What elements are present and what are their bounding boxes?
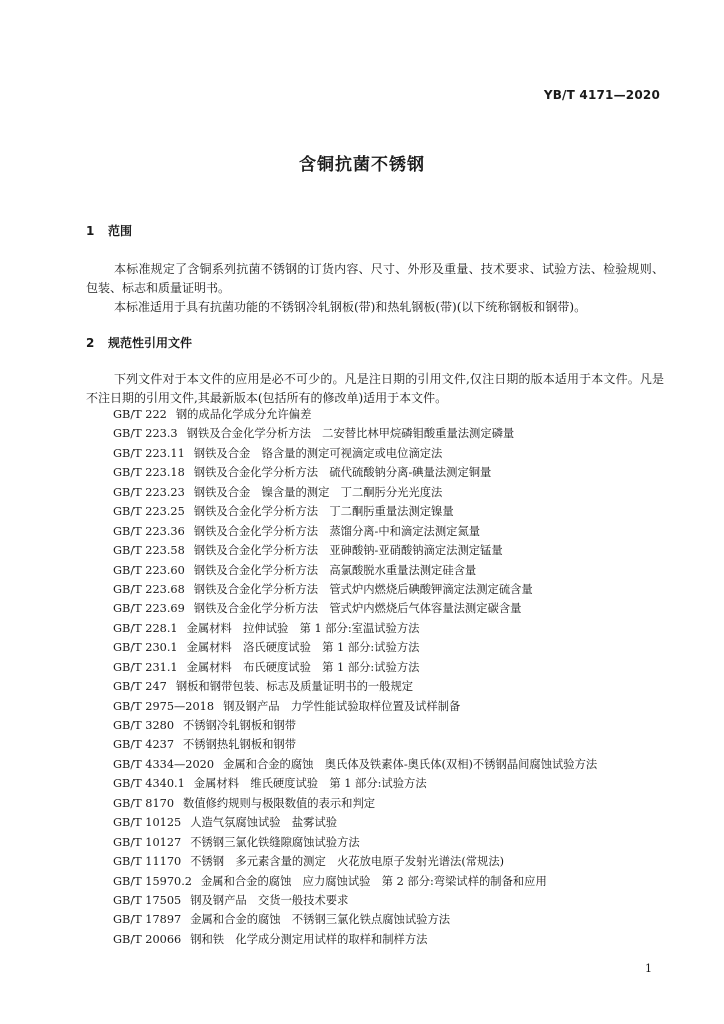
- reference-item: [113, 735, 673, 754]
- reference-code: GB/T 223.69: [113, 602, 185, 616]
- reference-item: [113, 755, 673, 774]
- reference-item: [113, 483, 673, 502]
- reference-item: [113, 522, 673, 541]
- reference-item: [113, 833, 673, 852]
- reference-title: 金属材料 拉伸试验 第 1 部分:室温试验方法: [186, 621, 420, 635]
- reference-item: [113, 502, 673, 521]
- reference-code: GB/T 223.18: [113, 466, 185, 480]
- reference-item: [113, 794, 673, 813]
- reference-title: 钢铁及合金化学分析方法 管式炉内燃烧后气体容量法测定碳含量: [193, 602, 522, 616]
- reference-title: 金属材料 洛氏硬度试验 第 1 部分:试验方法: [186, 641, 420, 655]
- reference-item: [113, 930, 673, 949]
- reference-item: [113, 677, 673, 696]
- reference-title: 钢铁及合金化学分析方法 丁二酮肟重量法测定镍量: [193, 505, 454, 519]
- reference-item: [113, 619, 673, 638]
- reference-code: GB/T 223.23: [113, 485, 185, 499]
- reference-item: [113, 561, 673, 580]
- page-number: 1: [645, 962, 652, 975]
- reference-item: [113, 697, 673, 716]
- reference-title: 不锈钢三氯化铁缝隙腐蚀试验方法: [190, 835, 360, 849]
- reference-title: 钢铁及合金 铬含量的测定可视滴定或电位滴定法: [193, 446, 443, 460]
- reference-item: [113, 910, 673, 929]
- reference-title: 数值修约规则与极限数值的表示和判定: [183, 796, 376, 810]
- reference-title: 人造气氛腐蚀试验 盐雾试验: [190, 816, 338, 830]
- section-1-number: 1: [86, 224, 95, 238]
- reference-title: 钢铁及合金化学分析方法 二安替比林甲烷磷钼酸重量法测定磷量: [186, 427, 515, 441]
- reference-item: [113, 541, 673, 560]
- reference-code: GB/T 247: [113, 680, 167, 694]
- reference-code: GB/T 231.1: [113, 660, 178, 674]
- reference-code: GB/T 223.3: [113, 427, 178, 441]
- reference-code: GB/T 10127: [113, 835, 182, 849]
- reference-title: 金属材料 布氏硬度试验 第 1 部分:试验方法: [186, 660, 420, 674]
- reference-code: GB/T 10125: [113, 816, 182, 830]
- reference-title: 钢铁及合金化学分析方法 管式炉内燃烧后碘酸钾滴定法测定硫含量: [193, 582, 533, 596]
- reference-item: [113, 891, 673, 910]
- reference-title: 金属和合金的腐蚀 不锈钢三氯化铁点腐蚀试验方法: [190, 913, 451, 927]
- reference-code: GB/T 223.68: [113, 582, 185, 596]
- reference-code: GB/T 20066: [113, 932, 182, 946]
- reference-title: 钢和铁 化学成分测定用试样的取样和制样方法: [190, 932, 428, 946]
- reference-code: GB/T 223.58: [113, 544, 185, 558]
- reference-item: [113, 852, 673, 871]
- reference-code: GB/T 8170: [113, 796, 175, 810]
- reference-title: 不锈钢冷轧钢板和钢带: [183, 719, 296, 732]
- reference-code: GB/T 230.1: [113, 641, 178, 655]
- reference-title: 钢铁及合金化学分析方法 亚砷酸钠-亚硝酸钠滴定法测定锰量: [193, 544, 503, 558]
- reference-item: [113, 658, 673, 677]
- reference-title: 金属和合金的腐蚀 奥氏体及铁素体-奥氏体(双相)不锈钢晶间腐蚀试验方法: [223, 757, 598, 771]
- reference-item: [113, 638, 673, 657]
- reference-title: 钢的成品化学成分允许偏差: [175, 408, 312, 421]
- reference-title: 钢及钢产品 交货一般技术要求: [190, 893, 349, 907]
- reference-title: 金属和合金的腐蚀 应力腐蚀试验 第 2 部分:弯梁试样的制备和应用: [200, 874, 547, 888]
- reference-code: GB/T 15970.2: [113, 874, 192, 888]
- reference-item: [113, 463, 673, 482]
- reference-item: [113, 716, 673, 735]
- reference-code: GB/T 223.36: [113, 524, 185, 538]
- reference-title: 钢铁及合金 镍含量的测定 丁二酮肟分光光度法: [193, 485, 443, 499]
- reference-item: [113, 599, 673, 618]
- reference-title: 钢及钢产品 力学性能试验取样位置及试样制备: [223, 699, 461, 713]
- reference-code: GB/T 222: [113, 408, 167, 421]
- standard-code: YB/T 4171—2020: [543, 88, 660, 102]
- section-1-title: 范围: [108, 224, 133, 238]
- reference-code: GB/T 223.11: [113, 446, 185, 460]
- scope-paragraph-2: 本标准适用于具有抗菌功能的不锈钢冷轧钢板(带)和热轧钢板(带)(以下统称钢板和钢带)。: [114, 300, 587, 314]
- reference-code: GB/T 223.25: [113, 505, 185, 519]
- reference-code: GB/T 4340.1: [113, 777, 185, 791]
- reference-code: GB/T 3280: [113, 719, 175, 732]
- reference-item: [113, 444, 673, 463]
- section-2-title: 规范性引用文件: [108, 336, 193, 350]
- reference-item: [113, 580, 673, 599]
- reference-code: GB/T 11170: [113, 855, 182, 869]
- reference-item: [113, 872, 673, 891]
- reference-title: 钢铁及合金化学分析方法 硫代硫酸钠分离-碘量法测定铜量: [193, 466, 492, 480]
- normative-references-list: [113, 405, 673, 949]
- reference-code: GB/T 228.1: [113, 621, 178, 635]
- reference-item: [113, 405, 673, 424]
- reference-title: 钢板和钢带包装、标志及质量证明书的一般规定: [175, 680, 414, 694]
- reference-code: GB/T 17897: [113, 913, 182, 927]
- section-2-heading: [86, 334, 192, 351]
- reference-title: 钢铁及合金化学分析方法 蒸馏分离-中和滴定法测定氮量: [193, 524, 481, 538]
- reference-item: [113, 774, 673, 793]
- reference-code: GB/T 4237: [113, 738, 175, 752]
- reference-item: [113, 813, 673, 832]
- reference-code: GB/T 17505: [113, 893, 182, 907]
- references-intro-paragraph: 下列文件对于本文件的应用是必不可少的。凡是注日期的引用文件,仅注日期的版本适用于本文件。凡是不注日期的引用文件,其最新版本(包括所有的修改单)适用于本文件。: [86, 372, 664, 405]
- scope-paragraph-1: 本标准规定了含铜系列抗菌不锈钢的订货内容、尺寸、外形及重量、技术要求、试验方法、检验规则、包装、标志和质量证明书。: [86, 262, 664, 295]
- reference-item: [113, 424, 673, 443]
- reference-title: 金属材料 维氏硬度试验 第 1 部分:试验方法: [193, 777, 427, 791]
- reference-code: GB/T 2975—2018: [113, 699, 215, 713]
- reference-title: 不锈钢热轧钢板和钢带: [183, 738, 296, 752]
- document-title: 含铜抗菌不锈钢: [299, 155, 425, 175]
- reference-code: GB/T 223.60: [113, 563, 185, 577]
- reference-code: GB/T 4334—2020: [113, 757, 215, 771]
- section-2-number: 2: [86, 336, 95, 350]
- reference-title: 钢铁及合金化学分析方法 高氯酸脱水重量法测定硅含量: [193, 563, 477, 577]
- reference-title: 不锈钢 多元素含量的测定 火花放电原子发射光谱法(常规法): [190, 855, 505, 869]
- section-1-heading: [86, 222, 132, 239]
